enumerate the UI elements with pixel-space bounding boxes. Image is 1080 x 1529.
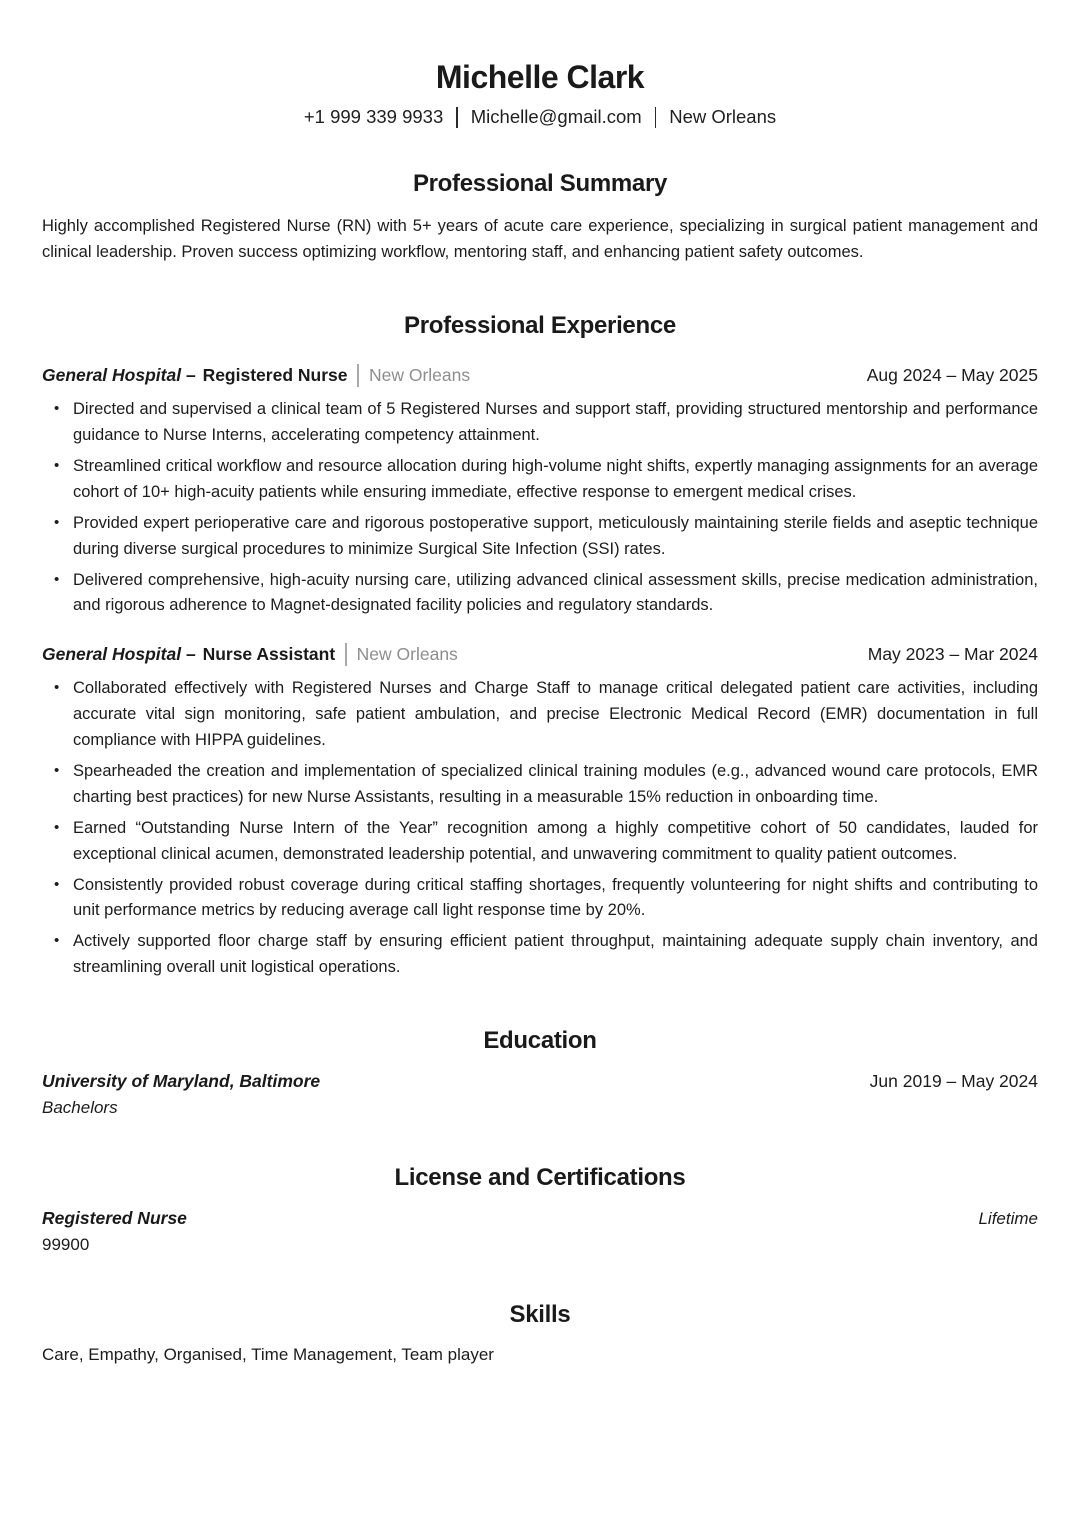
- license-section-title: License and Certifications: [394, 1164, 686, 1192]
- title-dash: –: [185, 644, 196, 665]
- license-number: 99900: [42, 1235, 90, 1255]
- skills-section-title: Skills: [509, 1301, 571, 1329]
- job-location: New Orleans: [356, 644, 458, 665]
- summary-text: Highly accomplished Registered Nurse (RN) with 5+ years of acute care experience, specializing in surgical patient management and clinical leadership. Proven success optimizing workflow, mentoring staff, and enhancing patient safety outcomes.: [42, 217, 1038, 262]
- summary-section-title: Professional Summary: [412, 170, 668, 198]
- section-license: [42, 1164, 1038, 1255]
- education-section-title: Education: [483, 1027, 597, 1055]
- experience-entry-header: [42, 643, 1038, 666]
- contact-email: Michelle@gmail.com: [470, 106, 642, 128]
- experience-bullet: • Collaborated effectively with Registered Nurses and Charge Staff to manage critical delegated patient care activities, including accurate vital sign monitoring, safe patient ambulation, and precise Electronic Medical Record (EMR) documentation in full compliance with HIPPA guidelines.: [42, 676, 1038, 754]
- experience-bullet: • Directed and supervised a clinical team of 5 Registered Nurses and support staff, providing structured mentorship and performance guidance to Nurse Interns, accelerating competency attainment.: [42, 397, 1038, 449]
- experience-entry-title: [42, 364, 470, 387]
- location-divider: [345, 643, 347, 666]
- experience-bullet: • Spearheaded the creation and implementation of specialized clinical training modules (e.g., advanced wound care protocols, EMR charting best practices) for new Nurse Assistants, resulting in a measurable 15% reduction in onboarding time.: [42, 759, 1038, 811]
- license-entry-header: [42, 1208, 1038, 1229]
- contact-phone: +1 999 339 9933: [303, 106, 444, 128]
- section-education: [42, 1027, 1038, 1118]
- section-summary: [42, 170, 1038, 266]
- job-dates: May 2023 – Mar 2024: [867, 644, 1038, 665]
- contact-divider: [655, 107, 657, 128]
- experience-bullet: • Delivered comprehensive, high-acuity nursing care, utilizing advanced clinical assessment skills, precise medication administration, and rigorous adherence to Magnet-designated facility policies and regulatory standards.: [42, 568, 1038, 620]
- experience-section-title: Professional Experience: [404, 312, 676, 340]
- experience-bullet-list: [42, 397, 1038, 619]
- job-role: Registered Nurse: [202, 365, 348, 386]
- job-location: New Orleans: [368, 365, 471, 386]
- education-entry-header: [42, 1071, 1038, 1092]
- experience-bullet: • Earned “Outstanding Nurse Intern of the Year” recognition among a highly competitive cohort of 50 candidates, lauded for exceptional clinical acumen, demonstrated leadership potential, and unwavering commitment to quality patient outcomes.: [42, 816, 1038, 868]
- title-dash: –: [185, 365, 196, 386]
- experience-bullet: • Provided expert perioperative care and rigorous postoperative support, meticulously maintaining sterile fields and aseptic technique during diverse surgical procedures to minimize Surgical Site Infection (SSI) rates.: [42, 511, 1038, 563]
- experience-entry-title: [42, 643, 458, 666]
- education-dates: Jun 2019 – May 2024: [869, 1071, 1038, 1092]
- company-name: General Hospital: [42, 365, 182, 386]
- license-name: Registered Nurse: [42, 1208, 187, 1229]
- contact-line: [42, 106, 1038, 128]
- education-degree: Bachelors: [42, 1098, 118, 1118]
- resume-header: [42, 58, 1038, 128]
- experience-entry: [42, 364, 1038, 619]
- skills-list: Care, Empathy, Organised, Time Management, Team player: [42, 1345, 494, 1365]
- section-experience: [42, 312, 1038, 981]
- contact-location: New Orleans: [669, 106, 777, 128]
- experience-entry: [42, 643, 1038, 981]
- job-dates: Aug 2024 – May 2025: [866, 365, 1038, 386]
- contact-divider: [456, 107, 458, 128]
- education-institution: University of Maryland, Baltimore: [42, 1071, 321, 1092]
- experience-bullet: • Consistently provided robust coverage during critical staffing shortages, frequently volunteering for night shifts and contributing to unit performance metrics by reducing average call light response time by 20%.: [42, 873, 1038, 925]
- license-validity: Lifetime: [978, 1208, 1038, 1228]
- location-divider: [357, 364, 359, 387]
- job-role: Nurse Assistant: [202, 644, 336, 665]
- experience-bullet: • Streamlined critical workflow and resource allocation during high-volume night shifts, expertly managing assignments for an average cohort of 10+ high-acuity patients while ensuring immediate, effective response to emergent medical crises.: [42, 454, 1038, 506]
- candidate-name: Michelle Clark: [435, 59, 645, 95]
- experience-entry-header: [42, 364, 1038, 387]
- company-name: General Hospital: [42, 644, 182, 665]
- experience-bullet-list: [42, 676, 1038, 981]
- experience-bullet: • Actively supported floor charge staff by ensuring efficient patient throughput, maintaining adequate supply chain inventory, and streamlining overall unit logistical operations.: [42, 929, 1038, 981]
- section-skills: [42, 1301, 1038, 1365]
